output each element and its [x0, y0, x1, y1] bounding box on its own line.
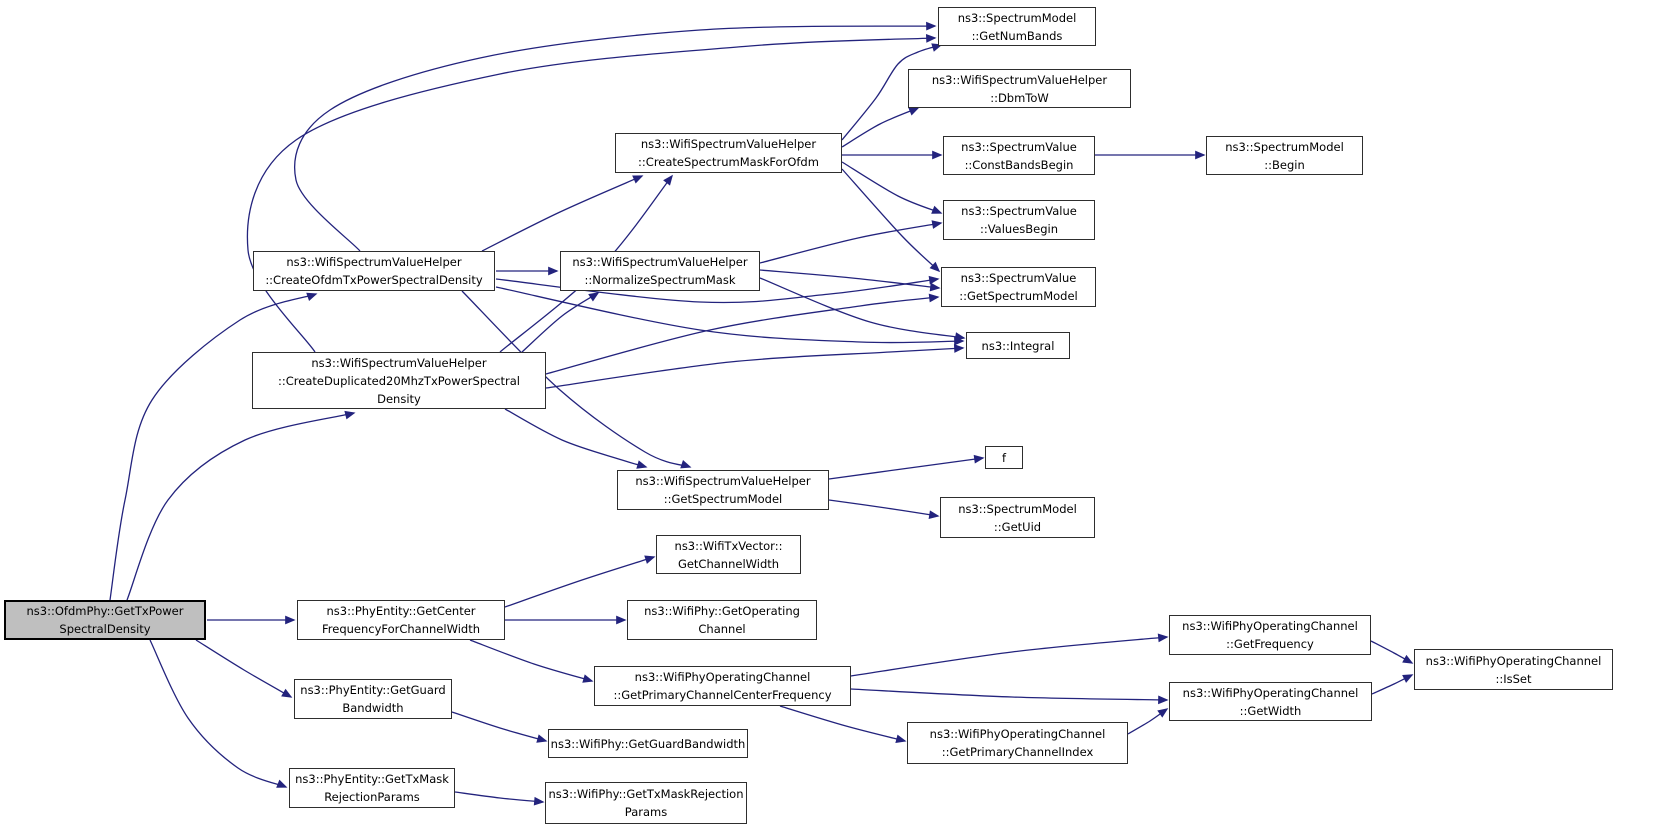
node-integral[interactable]: ns3::Integral	[966, 332, 1070, 359]
node-isset[interactable]: ns3::WifiPhyOperatingChannel ::IsSet	[1414, 649, 1613, 690]
node-getprimarychannelcenterfrequency[interactable]: ns3::WifiPhyOperatingChannel ::GetPrimaryChannelCenterFrequency	[594, 666, 851, 706]
node-spectrummodel-begin[interactable]: ns3::SpectrumModel ::Begin	[1206, 136, 1363, 175]
node-wifitxvector-getchannelwidth[interactable]: ns3::WifiTxVector:: GetChannelWidth	[656, 535, 801, 574]
node-wifiphy-gettxmaskrejectionparams[interactable]: ns3::WifiPhy::GetTxMaskRejection Params	[545, 782, 747, 824]
node-phyentity-getcenterfrequencyforchannelwidth[interactable]: ns3::PhyEntity::GetCenter FrequencyForChannelWidth	[297, 600, 505, 640]
node-spectrumvalue-valuesbegin[interactable]: ns3::SpectrumValue ::ValuesBegin	[943, 200, 1095, 240]
node-phyentity-gettxmaskrejectionparams[interactable]: ns3::PhyEntity::GetTxMask RejectionParams	[289, 768, 455, 808]
node-create-duplicated-20mhz-tx-power-spectral-density[interactable]: ns3::WifiSpectrumValueHelper ::CreateDuplicated20MhzTxPowerSpectral Density	[252, 352, 546, 409]
node-getwidth[interactable]: ns3::WifiPhyOperatingChannel ::GetWidth	[1169, 682, 1372, 721]
node-dbmtow[interactable]: ns3::WifiSpectrumValueHelper ::DbmToW	[908, 69, 1131, 108]
node-ofdmphy-gettxpower-spectraldensity[interactable]: ns3::OfdmPhy::GetTxPower SpectralDensity	[4, 600, 206, 640]
node-phyentity-getguardbandwidth[interactable]: ns3::PhyEntity::GetGuard Bandwidth	[294, 679, 452, 719]
node-wifiphy-getoperatingchannel[interactable]: ns3::WifiPhy::GetOperating Channel	[627, 600, 817, 640]
node-normalize-spectrum-mask[interactable]: ns3::WifiSpectrumValueHelper ::NormalizeSpectrumMask	[560, 251, 760, 291]
node-create-spectrum-mask-for-ofdm[interactable]: ns3::WifiSpectrumValueHelper ::CreateSpectrumMaskForOfdm	[615, 133, 842, 173]
node-helper-getspectrummodel[interactable]: ns3::WifiSpectrumValueHelper ::GetSpectrumModel	[617, 470, 829, 510]
node-getprimarychannelindex[interactable]: ns3::WifiPhyOperatingChannel ::GetPrimaryChannelIndex	[907, 722, 1128, 764]
node-getfrequency[interactable]: ns3::WifiPhyOperatingChannel ::GetFrequency	[1169, 615, 1371, 655]
node-f[interactable]: f	[985, 446, 1023, 469]
node-create-ofdm-tx-power-spectral-density[interactable]: ns3::WifiSpectrumValueHelper ::CreateOfdmTxPowerSpectralDensity	[253, 251, 495, 291]
node-wifiphy-getguardbandwidth[interactable]: ns3::WifiPhy::GetGuardBandwidth	[548, 729, 748, 758]
node-spectrumvalue-constbandsbegin[interactable]: ns3::SpectrumValue ::ConstBandsBegin	[943, 136, 1095, 175]
node-spectrummodel-getuid[interactable]: ns3::SpectrumModel ::GetUid	[940, 497, 1095, 538]
node-spectrummodel-getnumbands[interactable]: ns3::SpectrumModel ::GetNumBands	[938, 7, 1096, 46]
node-spectrumvalue-getspectrummodel[interactable]: ns3::SpectrumValue ::GetSpectrumModel	[941, 267, 1096, 307]
